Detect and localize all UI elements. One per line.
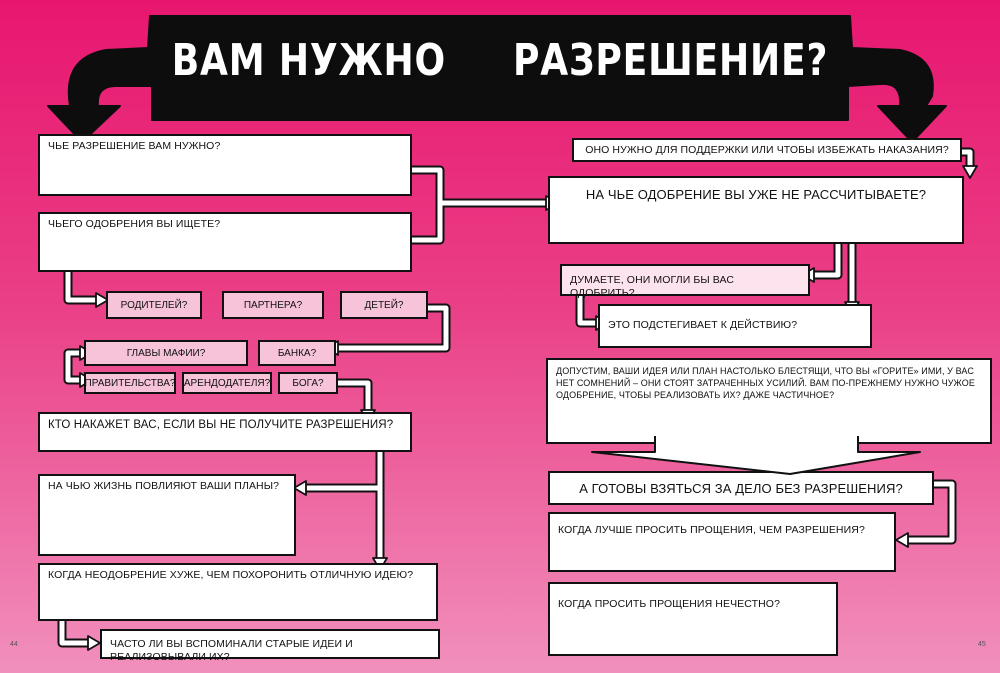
question-forgiveness-vs-permission: КОГДА ЛУЧШЕ ПРОСИТЬ ПРОЩЕНИЯ, ЧЕМ РАЗРЕШЕНИЯ? <box>548 512 896 572</box>
question-could-approve: ДУМАЕТЕ, ОНИ МОГЛИ БЫ ВАС ОДОБРИТЬ? <box>560 264 810 296</box>
pill-mafia-boss: ГЛАВЫ МАФИИ? <box>84 340 248 366</box>
question-motivates-action: ЭТО ПОДСТЕГИВАЕТ К ДЕЙСТВИЮ? <box>598 304 872 348</box>
question-who-punishes: КТО НАКАЖЕТ ВАС, ЕСЛИ ВЫ НЕ ПОЛУЧИТЕ РАЗРЕШЕНИЯ? <box>38 412 412 452</box>
pill-god: БОГА? <box>278 372 338 394</box>
page-number-left: 44 <box>10 641 18 648</box>
question-whose-life-affected: НА ЧЬЮ ЖИЗНЬ ПОВЛИЯЮТ ВАШИ ПЛАНЫ? <box>38 474 296 556</box>
question-disapproval-worse: КОГДА НЕОДОБРЕНИЕ ХУЖЕ, ЧЕМ ПОХОРОНИТЬ ОТЛИЧНУЮ ИДЕЮ? <box>38 563 438 621</box>
pill-parents: РОДИТЕЛЕЙ? <box>106 291 202 319</box>
pill-children: ДЕТЕЙ? <box>340 291 428 319</box>
question-forgiveness-dishonest: КОГДА ПРОСИТЬ ПРОЩЕНИЯ НЕЧЕСТНО? <box>548 582 838 656</box>
pill-landlord: АРЕНДОДАТЕЛЯ? <box>182 372 272 394</box>
question-approval-not-counted: НА ЧЬЕ ОДОБРЕНИЕ ВЫ УЖЕ НЕ РАССЧИТЫВАЕТЕ? <box>548 176 964 244</box>
pill-bank: БАНКА? <box>258 340 336 366</box>
question-brilliant-idea: ДОПУСТИМ, ВАШИ ИДЕЯ ИЛИ ПЛАН НАСТОЛЬКО БЛЕСТЯЩИ, ЧТО ВЫ «ГОРИТЕ» ИМИ, У ВАС НЕТ СОМНЕНИЙ – ОНИ СТОЯТ ЗАТРАЧЕННЫХ УСИЛИЙ. ВАМ ПО-ПРЕЖНЕМУ НУЖНО ЧУЖОЕ ОДОБРЕНИЕ, ЧТОБЫ РЕАЛИЗОВАТЬ ИХ? ДАЖЕ ЧАСТИЧНОЕ? <box>546 358 992 444</box>
pill-government: ПРАВИТЕЛЬСТВА? <box>84 372 176 394</box>
question-support-or-punishment: ОНО НУЖНО ДЛЯ ПОДДЕРЖКИ ИЛИ ЧТОБЫ ИЗБЕЖАТЬ НАКАЗАНИЯ? <box>572 138 962 162</box>
pill-partner: ПАРТНЕРА? <box>222 291 324 319</box>
question-whose-approval: ЧЬЕГО ОДОБРЕНИЯ ВЫ ИЩЕТЕ? <box>38 212 412 272</box>
page-number-right: 45 <box>978 641 986 648</box>
page-title: ВАМ НУЖНО РАЗРЕШЕНИЕ? <box>171 35 829 86</box>
question-old-ideas: ЧАСТО ЛИ ВЫ ВСПОМИНАЛИ СТАРЫЕ ИДЕИ И РЕАЛИЗОВЫВАЛИ ИХ? <box>100 629 440 659</box>
question-ready-without-permission: А ГОТОВЫ ВЗЯТЬСЯ ЗА ДЕЛО БЕЗ РАЗРЕШЕНИЯ? <box>548 471 934 505</box>
question-whose-permission: ЧЬЕ РАЗРЕШЕНИЕ ВАМ НУЖНО? <box>38 134 412 196</box>
